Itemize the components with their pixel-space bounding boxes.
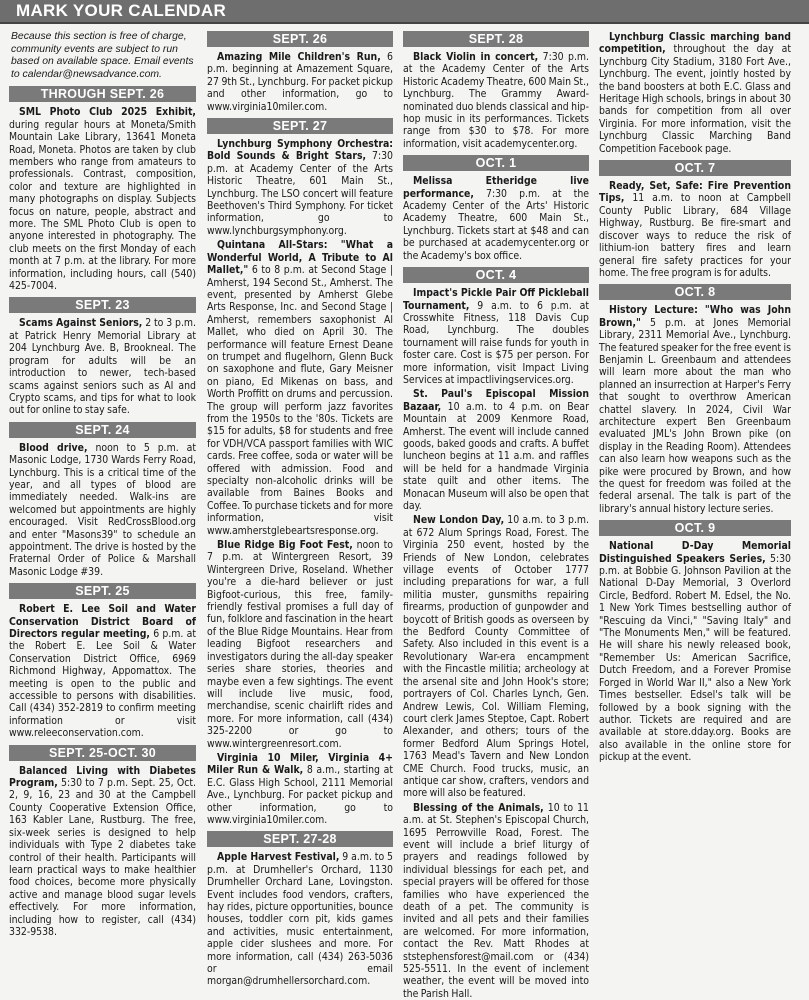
event-details: during regular hours at Moneta/Smith Mountain Lake Library, 13641 Moneta Road, Moneta. Photos are taken by club members who range from amateurs to professionals. Contrast, composition, color and texture are highlighted in many photographs on display. Subjects focus on nature, people, abstract and more. The SML Photo Club is open to anyone interested in photography. The club meets on the first Monday of each month at 7 p.m. at the library. For more information, including hours, call (540) 425-7004. <box>9 118 196 293</box>
event-listing <box>403 287 589 386</box>
event-listing <box>207 239 393 537</box>
column-4 <box>599 31 791 941</box>
event-details: noon to 7 p.m. at Wintergreen Resort, 39 Wintergreen Drive, Roseland. Whether you're a die-hard believer or just Bigfoot-curious, this free, family-friendly festival promises a full day of fun, folklore and fascination in the heart of the Blue Ridge Mountains. Hear from leading Bigfoot researchers and investigators during the all-day speaker series share stories, theories and maybe even a few sightings. The event will include live music, food, merchandise, scenic chairlift rides and more. For more information, call (434) 325-2200 or go to www.wintergreenresort.com. <box>207 539 393 750</box>
event-details: 7:30 p.m. at Academy Center of the Arts Historic Theatre, 601 Main St., Lynchburg. The LSO concert will feature Beethoven's Third Symphony. For ticket information, go to www.lynchburgsymphony.org. <box>207 150 393 237</box>
event-listing <box>599 304 791 515</box>
event-title: National D-Day Memorial Distinguished Speakers Series, <box>599 540 791 565</box>
event-details: 2 to 3 p.m. at Patrick Henry Memorial Library at 204 Lynchburg Ave. B, Brookneal. The program for adults will be an introduction to newer, tech-based scams against seniors such as AI and Crypto scams, and tips for what to look out for online to stay safe. <box>9 317 196 417</box>
event-title: Lynchburg Symphony Orchestra: Bold Sounds & Bright Stars, <box>207 138 393 163</box>
event-listing <box>599 31 791 155</box>
event-title: Impact's Pickle Pair Off Pickleball Tournament, <box>403 287 589 312</box>
event-listing <box>9 765 196 939</box>
event-title: Black Violin in concert, <box>413 51 539 63</box>
event-details: 11 a.m. to noon at Campbell County Public Library, 684 Village Highway, Rustburg. Be fire-smart and discover ways to reduce the risk of lithium-ion battery fires and learn general fire safety practices for your home. The free program is for adults. <box>599 192 791 279</box>
event-title: Blue Ridge Big Foot Fest, <box>217 539 353 552</box>
section-banner <box>0 0 809 24</box>
event-listing <box>403 51 589 150</box>
event-listing <box>403 388 589 512</box>
event-details: noon to 5 p.m. at Masonic Lodge, 1730 Wards Ferry Road, Lynchburg. This is a critical time of the year, and all types of blood are immediately needed. Walk-ins are welcomed but appointments are highly encouraged. Visit RedCrossBlood.org and enter "Masons39" to schedule an appointment. The drive is hosted by the Fraternal Order of Police & Marshall Masonic Lodge #39. <box>9 441 197 578</box>
column-2 <box>207 31 394 988</box>
event-details: 5:30 to 7 p.m. Sept. 25, Oct. 2, 9, 16, 23 and 30 at the Campbell County Cooperative Extension Office, 163 Kabler Lane, Rustburg. The free, six-week series is designed to help individuals with Type 2 diabetes take control of their health. Participants will learn practical ways to make healthier food choices, become more physically active and manage blood sugar levels effectively. For more information, including how to register, call (434) 332-9538. <box>9 777 196 938</box>
event-listing <box>207 138 393 237</box>
event-listing <box>207 752 393 826</box>
event-title: Quintana All-Stars: "What a Wonderful World, A Tribute to Al Mallet," <box>207 239 393 277</box>
event-details: 5:30 p.m. at Bobbie G. Johnson Pavilion at the National D-Day Memorial, 3 Overlord Circle, Bedford. Robert M. Edsel, the No. 1 New York Times bestselling author of "Rescuing da Vinci," "Saving Italy" and "The Monuments Men," will be featured. He will share his newly released book, "Remember Us: American Sacrifice, Dutch Freedom, and a Forever Promise Forged in World War II," also a New York Times bestseller. Edsel's talk will be followed by a book signing with the author. Tickets are required and are available at store.dday.org. Books are also available in the online store for pickup at the event. <box>599 552 791 764</box>
event-details: 7:30 p.m. at the Academy Center of the Arts Historic Academy Theatre, 600 Main St., Lynchburg. The Grammy Award-nominated duo blends classical and hip-hop music in its performances. Tickets range from $30 to $78. For more information, visit academycenter.org. <box>403 51 590 150</box>
date-header: OCT. 1 <box>403 155 589 171</box>
event-details: throughout the day at Lynchburg City Stadium, 3180 Fort Ave., Lynchburg. The event, jointly hosted by the band boosters at both E.C. Glass and Heritage High schools, brings in about 30 bands for competition from all over Virginia. For more information, visit the Lynchburg Classic Marching Band Competition Facebook page. <box>599 43 791 155</box>
event-details: 6 to 8 p.m. at Second Stage | Amherst, 194 Second St., Amherst. The event, presented by Amherst Glebe Arts Response, Inc. and Second Stage | Amherst, remembers saxophonist Al Mallet, who died on April 30. The performance will feature Ernest Deane on trumpet and flugelhorn, Glenn Buck on saxophone and flute, Gary Meisner on piano, Ed Mikenas on bass, and Worth Proffitt on drums and percussion. The group will perform jazz favorites from the 1950s to the '80s. Tickets are $15 for adults, $8 for students and free for VDH/VCA passport families with WIC cards. Free coffee, soda or water will be offered with admission. Food and specialty non-alcoholic drinks will be available from Baines Books and Coffee. To purchase tickets and for more information, visit www.amherstglebeartsresponse.org. <box>207 264 393 537</box>
event-title: Robert E. Lee Soil and Water Conservation District Board of Directors regular meeting, <box>9 603 196 640</box>
column-1 <box>9 31 196 941</box>
date-header: SEPT. 25 <box>9 583 196 599</box>
event-listing <box>207 51 393 113</box>
date-header: OCT. 7 <box>599 160 791 176</box>
event-title: Virginia 10 Miler, Virginia 4+ Miler Run & Walk, <box>207 751 393 777</box>
event-title: Blessing of the Animals, <box>413 801 544 814</box>
event-listing <box>9 106 196 292</box>
event-listing <box>403 802 589 1000</box>
date-header: OCT. 4 <box>403 267 589 283</box>
event-listing <box>9 317 196 416</box>
date-header: SEPT. 25-OCT. 30 <box>9 745 196 761</box>
date-header: SEPT. 28 <box>403 31 589 47</box>
event-details: 9 a.m. to 6 p.m. at Crosswhite Fitness, 118 Davis Cup Road, Lynchburg. The doubles tournament will raise funds for youth in foster care. Cost is $75 per person. For more information, visit Impact Living Services at impactlivingservices.org. <box>403 299 589 386</box>
event-title: Amazing Mile Children's Run, <box>217 51 381 63</box>
event-details: 9 a.m. to 5 p.m. at Drumheller's Orchard, 1130 Drumheller Orchard Lane, Lovingston. Event includes food vendors, crafters, hay rides, picture opportunities, bounce houses, toddler corn pit, kids games and activities, music entertainment, apple cider slushees and more. For more information, call (434) 263-5036 or email morgan@drumhellersorchard.com. <box>207 851 394 988</box>
intro-note: Because this section is free of charge, community events are subject to run based on available space. Email events to calendar@newsadvance.com. <box>11 31 194 80</box>
banner-title: MARK YOUR CALENDAR <box>16 1 227 20</box>
event-listing <box>9 603 196 739</box>
event-title: Balanced Living with Diabetes Program, <box>9 764 196 790</box>
column-3 <box>403 31 590 1000</box>
event-title: History Lecture: "Who was John Brown," <box>599 304 791 329</box>
event-title: St. Paul's Episcopal Mission Bazaar, <box>403 388 589 413</box>
event-listing <box>207 539 393 750</box>
event-details: 10 a.m. to 3 p.m. at 672 Alum Springs Road, Forest. The Virginia 250 event, hosted by the Friends of New London, celebrates village events of October 1777 including preparations for war, a full militia muster, gunsmiths repairing firearms, production of gunpowder and boycott of British goods as overseen by the Bedford County Committee of Safety. Also included in this event is a Revolutionary War-era encampment with the Fincastle militia; archeology at the arsenal site and John Hook's store; portrayers of Col. Charles Lynch, Gen. Andrew Lewis, Col. William Fleming, court clerk James Steptoe, Capt. Robert Alexander, and others; tours of the former Bedford Alum Springs Hotel, 1763 Mead's Tavern and New London CME Church. Food trucks, music, an antique car show, crafters, vendors and more will also be featured. <box>403 514 589 800</box>
date-header: SEPT. 27-28 <box>207 831 393 847</box>
date-header: THROUGH SEPT. 26 <box>9 86 196 102</box>
date-header: SEPT. 23 <box>9 297 196 313</box>
date-header: SEPT. 24 <box>9 422 196 438</box>
event-title: Melissa Etheridge live performance, <box>403 175 589 200</box>
date-header: SEPT. 26 <box>207 31 393 47</box>
event-details: 10 to 11 a.m. at St. Stephen's Episcopal Church, 1695 Perrowville Road, Forest. The event will include a brief liturgy of prayers and readings followed by individual blessings for each pet, and special prayers will be offered for those families who have experienced the death of a pet. The community is invited and all pets and their families are welcomed. For more information, contact the Rev. Matt Rhodes at ststephensforest@mail.com or (434) 525-5511. In the event of inclement weather, the event will be moved into the Parish Hall. <box>403 801 589 1000</box>
date-header: OCT. 8 <box>599 284 791 300</box>
event-details: 6 p.m. at the Robert E. Lee Soil & Water Conservation District Office, 6969 Richmond Highway, Appomattox. The meeting is open to the public and accessible to persons with disabilities. Call (434) 352-2819 to confirm meeting information or visit www.releeconservation.com. <box>9 628 196 740</box>
event-details: 7:30 p.m. at the Academy Center of the Arts' Historic Academy Theatre, 600 Main St., Lynchburg. Tickets start at $48 and can be purchased at academycenter.org or the Academy's box office. <box>403 187 589 262</box>
event-listing <box>207 851 393 987</box>
event-title: Blood drive, <box>19 441 88 454</box>
event-details: 6 p.m. beginning at Amazement Square, 27 9th St., Lynchburg. For packet pickup and other information, go to www.virginia10miler.com. <box>207 51 394 113</box>
event-listing <box>403 175 589 262</box>
date-header: SEPT. 27 <box>207 118 393 134</box>
event-details: 8 a.m., starting at E.C. Glass High School, 2111 Memorial Ave., Lynchburg. For packet pickup and other information, go to www.virginia10miler.com. <box>207 764 393 826</box>
event-listing <box>9 442 196 578</box>
date-header: OCT. 9 <box>599 520 791 536</box>
event-title: Lynchburg Classic marching band competition, <box>599 31 791 56</box>
event-title: Apple Harvest Festival, <box>217 851 340 864</box>
event-listing <box>599 540 791 763</box>
event-title: Scams Against Seniors, <box>19 317 143 330</box>
event-title: Ready, Set, Safe: Fire Prevention Tips, <box>599 180 791 205</box>
event-title: SML Photo Club 2025 Exhibit, <box>19 106 196 119</box>
event-title: New London Day, <box>413 514 505 527</box>
event-details: 5 p.m. at Jones Memorial Library, 2311 Memorial Ave., Lynchburg. The featured speaker for the free event is Benjamin L. Greenbaum and attendees will learn more about the man who planned an insurrection at Harper's Ferry that sought to overthrow American chattel slavery. In 2024, Civil War architecture expert Ben Greenbaum evaluated JML's John Brown pike (on display in the Reading Room). Attendees can also learn how weapons such as the pike were procured by Brown, and how the quest for freedom was foiled at the federal arsenal. The talk is part of the library's annual history lecture series. <box>599 316 791 515</box>
event-listing <box>599 180 791 279</box>
event-listing <box>403 514 589 799</box>
event-details: 10 a.m. to 4 p.m. on Bear Mountain at 2009 Kenmore Road, Amherst. The event will include canned goods, baked goods and crafts. A buffet luncheon begins at 11 a.m. and raffles will be held for a handmade Virginia state quilt and other items. The Monacan Museum will also be open that day. <box>403 400 589 512</box>
